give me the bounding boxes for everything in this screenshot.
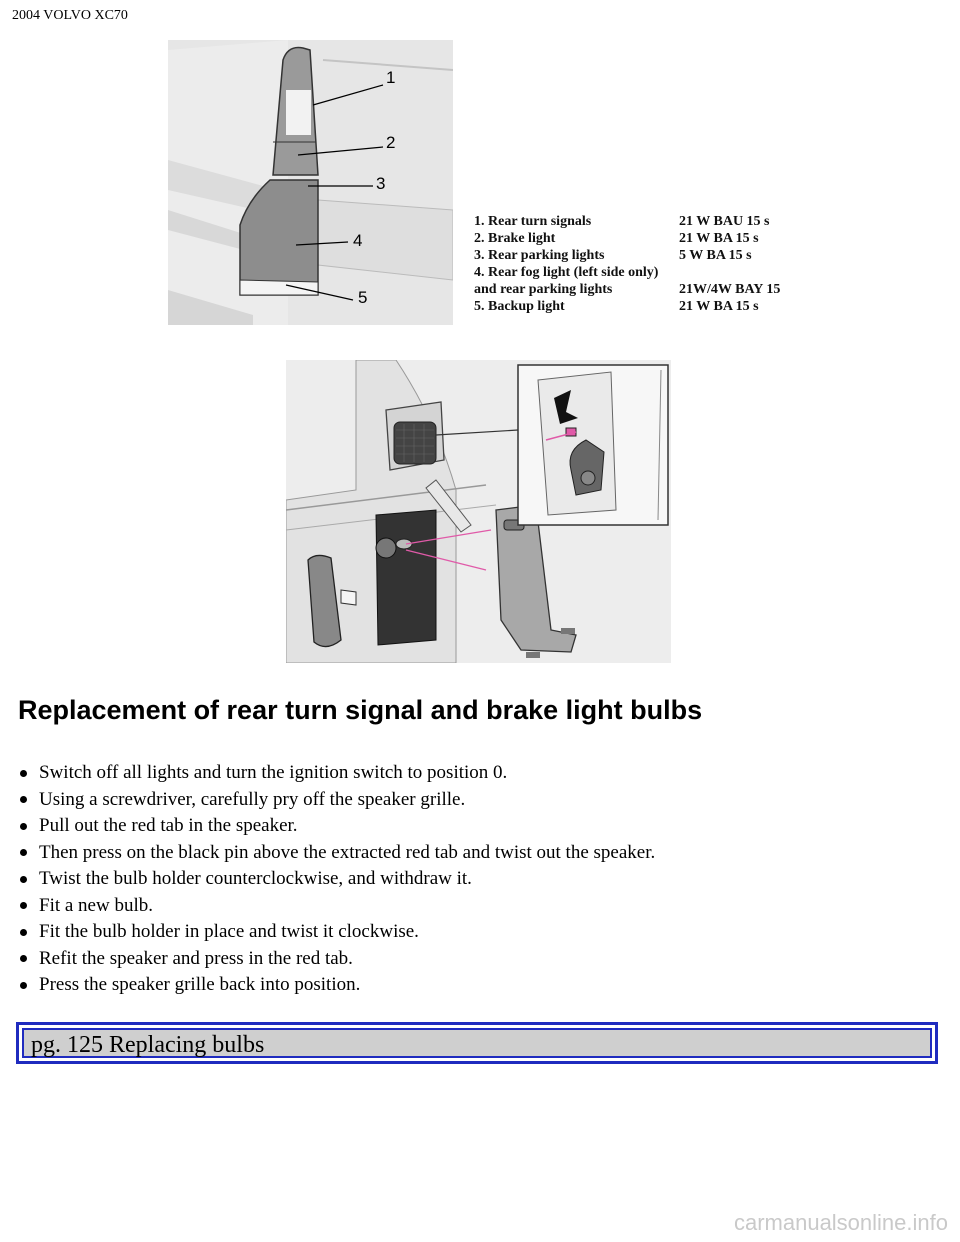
bullet-icon — [20, 929, 27, 936]
bullet-icon — [20, 982, 27, 989]
speaker-removal-diagram — [286, 360, 671, 663]
watermark: carmanualsonline.info — [733, 1210, 948, 1235]
bullet-icon — [20, 823, 27, 830]
page-nav-link[interactable]: pg. 125 Replacing bulbs — [22, 1028, 932, 1058]
list-item — [18, 919, 655, 946]
callout-2: 2 — [386, 133, 396, 152]
bullet-icon — [20, 849, 27, 856]
page-nav-box — [16, 1022, 938, 1064]
tail-light-diagram — [168, 40, 453, 325]
legend-spec: 21 W BAU 15 s — [679, 214, 770, 229]
legend-spec: 21 W BA 15 s — [679, 299, 759, 314]
bullet-icon — [20, 902, 27, 909]
legend-row — [474, 230, 814, 247]
legend-row — [474, 281, 814, 298]
legend-spec: 21 W BA 15 s — [679, 231, 759, 246]
legend-row — [474, 247, 814, 264]
legend-label: 3. Rear parking lights — [474, 248, 605, 263]
document-header: 2004 VOLVO XC70 — [12, 8, 128, 23]
callout-5: 5 — [358, 288, 368, 307]
list-item — [18, 787, 655, 814]
step-text: Press the speaker grille back into position. — [39, 974, 361, 996]
legend-label: 1. Rear turn signals — [474, 214, 592, 229]
list-item — [18, 893, 655, 920]
legend-row — [474, 298, 814, 315]
bullet-icon — [20, 876, 27, 883]
legend-label: 5. Backup light — [474, 299, 565, 314]
legend-spec: 21W/4W BAY 15 — [679, 282, 781, 297]
step-text: Fit a new bulb. — [39, 894, 153, 916]
legend-row — [474, 264, 814, 281]
step-text: Twist the bulb holder counterclockwise, and withdraw it. — [39, 868, 472, 890]
step-text: Pull out the red tab in the speaker. — [39, 815, 298, 837]
legend-spec: 5 W BA 15 s — [679, 248, 752, 263]
legend-spec — [679, 264, 814, 281]
list-item — [18, 813, 655, 840]
legend-label: and rear parking lights — [474, 282, 613, 297]
legend-label: 4. Rear fog light (left side only) — [474, 265, 659, 280]
bullet-icon — [20, 770, 27, 777]
bullet-icon — [20, 796, 27, 803]
instruction-list — [18, 760, 655, 999]
step-text: Using a screwdriver, carefully pry off the speaker grille. — [39, 788, 466, 810]
list-item — [18, 946, 655, 973]
list-item — [18, 840, 655, 867]
step-text: Fit the bulb holder in place and twist it clockwise. — [39, 921, 419, 943]
list-item — [18, 760, 655, 787]
step-text: Refit the speaker and press in the red tab. — [39, 947, 353, 969]
legend-label: 2. Brake light — [474, 231, 556, 246]
callout-3: 3 — [376, 174, 386, 193]
section-title: Replacement of rear turn signal and brake light bulbs — [18, 695, 703, 725]
step-text: Then press on the black pin above the extracted red tab and twist out the speaker. — [39, 841, 656, 863]
callout-1: 1 — [386, 68, 396, 87]
callout-4: 4 — [353, 231, 363, 250]
bullet-icon — [20, 955, 27, 962]
list-item — [18, 866, 655, 893]
step-text: Switch off all lights and turn the ignition switch to position 0. — [39, 762, 508, 784]
list-item — [18, 972, 655, 999]
bulb-legend — [474, 213, 814, 315]
legend-row — [474, 213, 814, 230]
